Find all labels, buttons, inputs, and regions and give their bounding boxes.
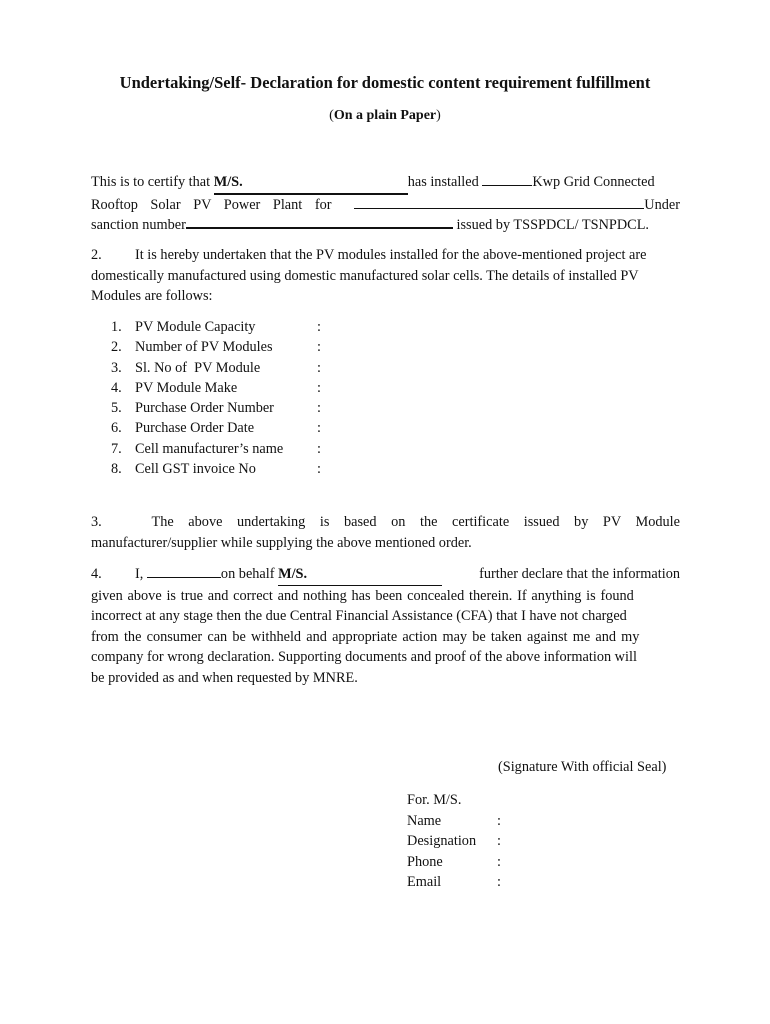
declaration-text-2: given above is true and correct and nothing has been concealed therein. If anything is found — [91, 587, 634, 604]
signatory-colon: : — [497, 853, 501, 870]
declaration-text-4: from the consumer can be withheld and appropriate action may be taken against me and my — [91, 628, 640, 645]
certify-text-d: Rooftop Solar PV Power Plant for — [91, 196, 332, 213]
kwp-blank-field[interactable] — [482, 173, 532, 186]
declaration-text-1: further declare that the information — [479, 566, 680, 582]
list-item-label: Cell GST invoice No — [135, 461, 256, 478]
list-item — [111, 439, 327, 459]
list-item-label: Cell manufacturer’s name — [135, 440, 284, 457]
list-item-label: Purchase Order Number — [135, 400, 274, 417]
list-item-colon: : — [317, 440, 321, 457]
list-item-label: Sl. No of PV Module — [135, 359, 261, 376]
list-item-colon: : — [317, 461, 321, 478]
module-details-list — [111, 317, 327, 479]
list-item — [111, 398, 327, 418]
undertaking-paragraph — [91, 245, 680, 307]
declarant-name-field[interactable] — [147, 565, 221, 578]
declaration-text-3: incorrect at any stage then the due Central Financial Assistance (CFA) that I have not charged — [91, 608, 627, 624]
certify-text-c: Kwp Grid Connected — [532, 174, 655, 190]
paragraph-number: 3. — [91, 514, 102, 530]
list-item-colon: : — [317, 339, 321, 356]
sanction-number-field[interactable] — [186, 215, 453, 229]
signatory-key: Phone — [407, 853, 443, 870]
list-item-label: PV Module Capacity — [135, 319, 256, 335]
certify-text-g: issued by TSSPDCL/ TSNPDCL. — [456, 217, 650, 233]
certificate-text-2: manufacturer/supplier while supplying the above mentioned order. — [91, 534, 472, 551]
for-ms-row — [407, 790, 507, 811]
certify-text-e: Under — [644, 196, 680, 213]
list-item-index: 7. — [111, 440, 122, 457]
certificate-line-1 — [91, 512, 680, 533]
page-subtitle: (On a plain Paper) — [329, 108, 441, 123]
signature-label: (Signature With official Seal) — [498, 759, 667, 775]
certificate-paragraph — [91, 512, 680, 553]
signatory-colon: : — [497, 833, 501, 849]
page-title: Undertaking/Self- Declaration for domestic content requirement fulfillment — [119, 73, 651, 92]
declaration-lead — [91, 564, 442, 586]
signatory-row — [407, 831, 507, 852]
list-item-colon: : — [317, 319, 321, 335]
plant-for-blank-field[interactable] — [354, 196, 644, 209]
signatory-key: Name — [407, 812, 442, 829]
undertaking-text-3: Modules are follows: — [91, 288, 213, 304]
list-item — [111, 418, 327, 438]
ms-label: M/S. — [278, 566, 308, 582]
certify-paragraph — [91, 172, 680, 236]
list-item — [111, 378, 327, 398]
list-item — [111, 358, 327, 378]
undertaking-text-2: domestically manufactured using domestic manufactured solar cells. The details of installed PV — [91, 267, 639, 284]
list-item-label: Purchase Order Date — [135, 420, 255, 437]
signatory-row — [407, 811, 507, 832]
certify-text-a: This is to certify that — [91, 174, 214, 190]
declaration-text-5: company for wrong declaration. Supporting documents and proof of the above information will — [91, 649, 637, 665]
paragraph-number: 2. — [91, 247, 102, 263]
certify-line-1 — [91, 172, 680, 195]
certify-text-f: sanction number — [91, 217, 186, 233]
ms-label: M/S. — [213, 174, 243, 190]
declaration-paragraph — [91, 564, 680, 688]
signatory-key: Designation — [407, 833, 477, 849]
list-item-index: 8. — [111, 461, 122, 478]
signatory-colon: : — [497, 874, 501, 890]
signatory-row — [407, 852, 507, 873]
certificate-text-1: The above undertaking is based on the certificate issued by PV Module — [151, 514, 680, 530]
ms-name-field[interactable] — [214, 172, 408, 195]
for-ms-label: For. M/S. — [407, 792, 462, 808]
list-item-index: 3. — [111, 359, 122, 376]
declaration-line-1 — [91, 564, 680, 586]
list-item-index: 2. — [111, 339, 122, 356]
list-item — [111, 459, 327, 479]
signatory-key: Email — [407, 874, 442, 890]
certify-line-2 — [91, 195, 680, 216]
signatory-block — [407, 790, 507, 893]
paragraph-number: 4. — [91, 566, 102, 582]
signatory-row — [407, 872, 507, 893]
list-item-index: 1. — [111, 319, 122, 335]
declaration-on-behalf: on behalf — [220, 566, 279, 582]
list-item-colon: : — [317, 420, 321, 437]
undertaking-line-1 — [91, 245, 680, 266]
declaration-text-6: be provided as and when requested by MNRE. — [91, 669, 358, 686]
declaration-i: I, — [135, 566, 147, 582]
signatory-colon: : — [497, 812, 501, 829]
subtitle-text: On a plain Paper — [333, 108, 437, 123]
list-item — [111, 337, 327, 357]
list-item-label: PV Module Make — [135, 379, 238, 396]
list-item-colon: : — [317, 400, 321, 417]
declaration-ms-field[interactable] — [278, 564, 442, 586]
plant-for-group — [354, 195, 680, 216]
list-item — [111, 317, 327, 337]
list-item-index: 4. — [111, 379, 122, 396]
list-item-label: Number of PV Modules — [135, 339, 273, 356]
certify-text-b: has installed — [407, 174, 483, 190]
list-item-index: 5. — [111, 400, 122, 417]
certify-line-3 — [91, 215, 680, 236]
undertaking-text-1: It is hereby undertaken that the PV modules installed for the above-mentioned project are — [135, 247, 647, 263]
list-item-colon: : — [317, 359, 321, 376]
list-item-index: 6. — [111, 420, 122, 437]
list-item-colon: : — [317, 379, 321, 396]
